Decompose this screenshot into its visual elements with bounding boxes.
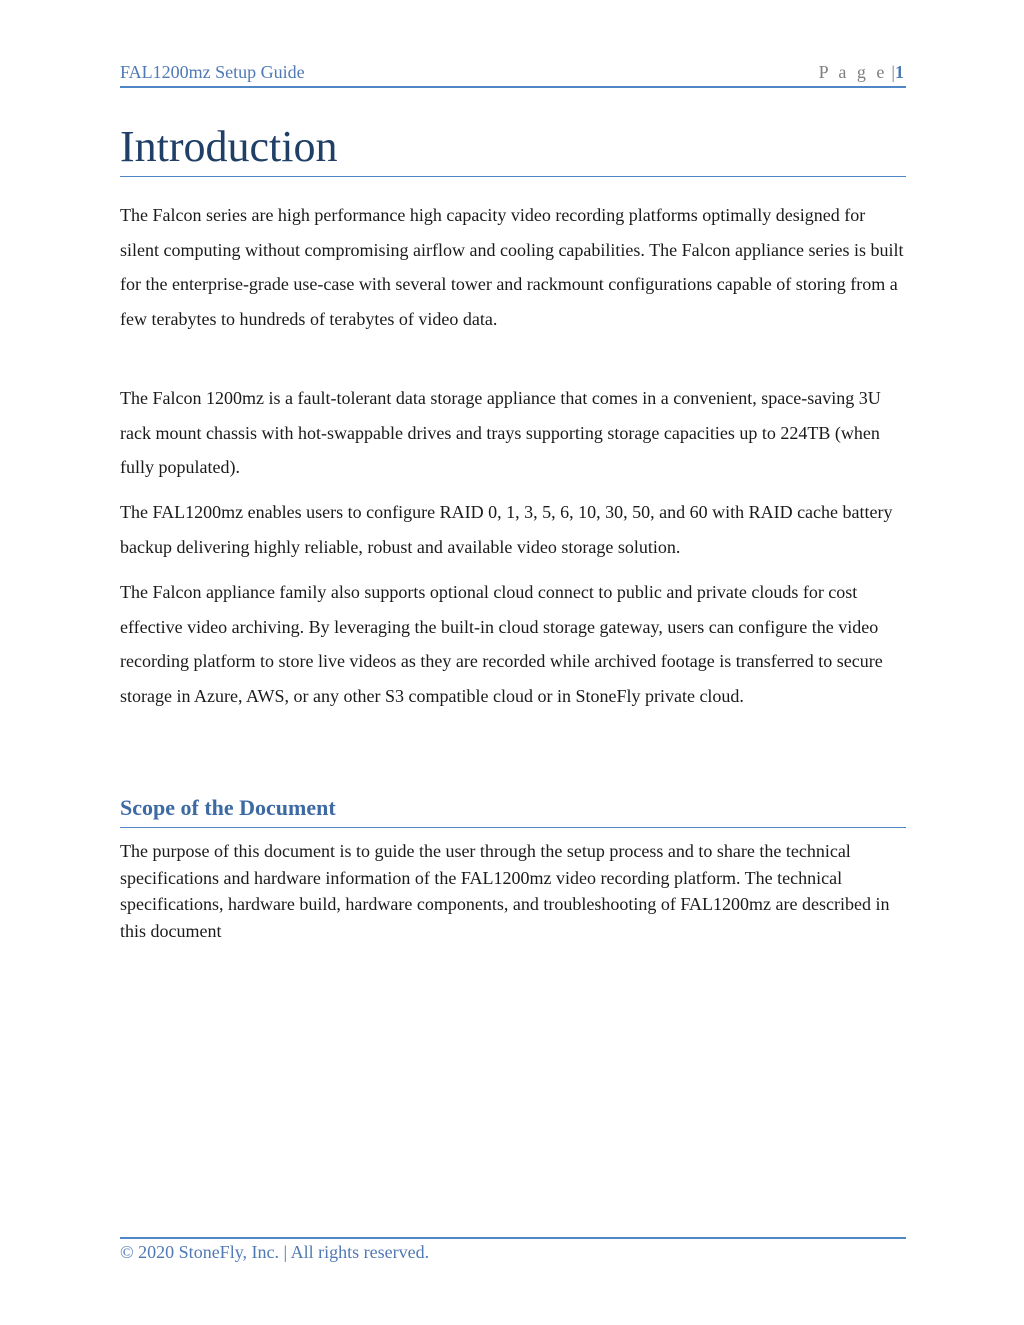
intro-paragraph-4	[120, 575, 906, 713]
intro-paragraph-1	[120, 198, 906, 336]
scope-paragraph	[120, 838, 906, 944]
paragraph-text: The Falcon series are high performance high capacity video recording platforms optimally designed for silent computing without compromising airflow and cooling capabilities. The Falcon appliance series is built for the enterprise-grade use-case with several tower and rackmount configurations capable of storing from a few terabytes to hundreds of terabytes of video data.	[120, 205, 904, 329]
paragraph-text: The purpose of this document is to guide the user through the setup process and to share the technical specifications and hardware information of the FAL1200mz video recording platform. The technical specifications, hardware build, hardware components, and troubleshooting of FAL1200mz are described in this document	[120, 841, 890, 941]
section-heading-container	[120, 118, 906, 177]
page-label: P a g e	[818, 62, 888, 82]
page-header	[120, 60, 906, 88]
subsection-heading-container	[120, 793, 906, 828]
section-heading: Introduction	[120, 122, 338, 171]
paragraph-text: The Falcon appliance family also supports optional cloud connect to public and private clouds for cost effective video archiving. By leveraging the built-in cloud storage gateway, users can configure the video recording platform to store live videos as they are recorded while archived footage is transferred to secure storage in Azure, AWS, or any other S3 compatible cloud or in StoneFly private cloud.	[120, 582, 883, 706]
intro-paragraph-3	[120, 495, 906, 564]
intro-paragraph-2	[120, 381, 906, 485]
page-number: 1	[895, 62, 904, 82]
header-title: FAL1200mz Setup Guide	[120, 62, 305, 82]
subsection-heading: Scope of the Document	[120, 795, 336, 820]
paragraph-text: The Falcon 1200mz is a fault-tolerant data storage appliance that comes in a convenient, space-saving 3U rack mount chassis with hot-swappable drives and trays supporting storage capacities up to 224TB (when fully populated).	[120, 388, 881, 478]
page-separator: |	[891, 62, 895, 82]
footer-divider	[120, 1237, 906, 1239]
paragraph-text: The FAL1200mz enables users to configure RAID 0, 1, 3, 5, 6, 10, 30, 50, and 60 with RAID cache battery backup delivering highly reliable, robust and available video storage solution.	[120, 502, 893, 557]
footer-copyright: © 2020 StoneFly, Inc. | All rights reserved.	[120, 1242, 430, 1262]
page-indicator	[819, 62, 904, 83]
